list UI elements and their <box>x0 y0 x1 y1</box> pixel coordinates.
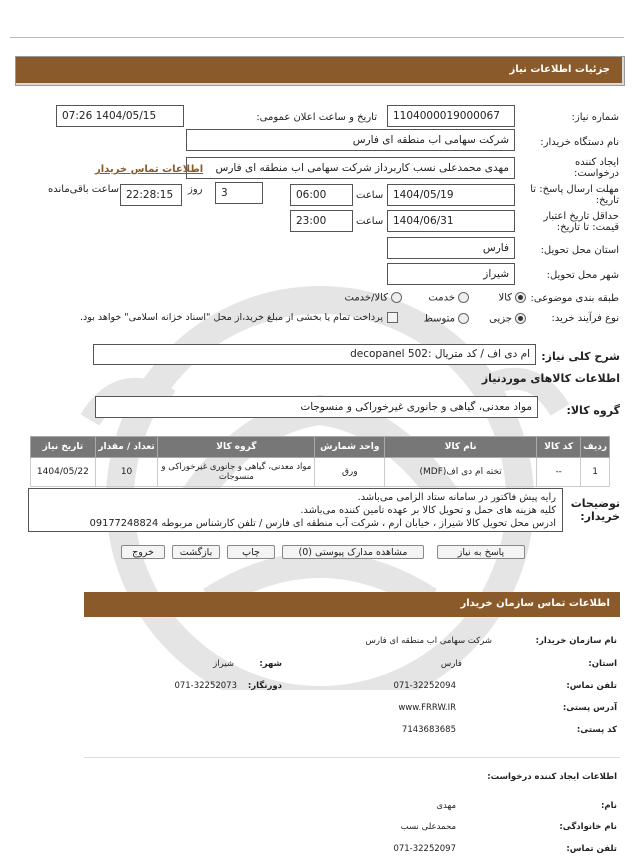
creator-phone-label: تلفن تماس: <box>566 844 617 854</box>
contact-city: شیراز <box>213 659 234 669</box>
radio-goods-icon[interactable] <box>515 292 526 303</box>
category-label: طبقه بندی موضوعی: <box>530 293 619 304</box>
contact-postal-code: 7143683685 <box>401 725 456 735</box>
city-label: شهر محل تحویل: <box>546 270 619 281</box>
radio-service-icon[interactable] <box>458 292 469 303</box>
buyer-org-label: نام دستگاه خریدار: <box>540 137 619 148</box>
page-title: جزئیات اطلاعات نیاز <box>509 64 610 75</box>
need-number-field[interactable]: 1104000019000067 <box>387 105 515 127</box>
col-row: ردیف <box>581 437 610 458</box>
notes-line: ادرس محل تحویل کالا شیراز ، خیابان ارم ، شرکت آب منطقه ای فارس / تلفن کارشناس مربوطه 09177248824 <box>89 518 556 529</box>
creator-field[interactable]: مهدی محمدعلی نسب کاربرداز شرکت سهامی اب منطقه ای فارس <box>186 157 515 179</box>
reply-date-field[interactable]: 1404/05/19 <box>387 184 515 206</box>
attachments-button[interactable]: مشاهده مدارک پیوستی (0) <box>282 545 424 559</box>
contact-fax: 071-32252073 <box>174 681 237 691</box>
validity-time-field[interactable]: 23:00 <box>290 210 353 232</box>
reply-time-field[interactable]: 06:00 <box>290 184 353 206</box>
contact-header <box>84 592 620 617</box>
cell-date: 1404/05/22 <box>31 458 96 487</box>
table-header-row <box>31 437 610 458</box>
contact-fax-label: دورنگار: <box>247 681 282 691</box>
cell-group: مواد معدنی، گیاهی و جانوری غیرخوراکی و منسوجات <box>158 458 315 487</box>
process-label: نوع فرآیند خرید: <box>551 313 619 324</box>
notes-line: کلیه هزینه های حمل و تحویل کالا بر عهده تامین کننده می‌باشد. <box>300 505 556 516</box>
contact-phone: 071-32252094 <box>393 681 456 691</box>
cell-unit: ورق <box>315 458 385 487</box>
days-field[interactable]: 3 <box>215 182 263 204</box>
reply-deadline-label: مهلت ارسال پاسخ: تا تاریخ: <box>530 184 619 206</box>
contact-address-label: آدرس پستی: <box>562 703 617 713</box>
creator-phone: 071-32252097 <box>393 844 456 854</box>
reply-time-label: ساعت <box>356 190 384 201</box>
radio-partial-icon[interactable] <box>515 313 526 324</box>
validity-time-label: ساعت <box>356 216 384 227</box>
contact-city-label: شهر: <box>259 659 282 669</box>
payment-option[interactable]: پرداخت تمام یا بخشی از مبلغ خرید،از محل "اسناد خزانه اسلامی" خواهد بود. <box>80 312 398 323</box>
checkbox-icon[interactable] <box>387 312 398 323</box>
contact-postal-code-label: کد پستی: <box>576 725 617 735</box>
cell-row: 1 <box>581 458 610 487</box>
reply-button[interactable]: پاسخ به نیاز <box>437 545 525 559</box>
contact-province: فارس <box>440 659 462 669</box>
contact-title: اطلاعات تماس سازمان خریدار <box>460 598 610 609</box>
goods-group-label: گروه کالا: <box>566 404 620 417</box>
category-goods-option[interactable]: کالا <box>498 292 526 304</box>
contact-org-label: نام سازمان خریدار: <box>535 636 617 646</box>
need-number-label: شماره نیاز: <box>571 112 619 123</box>
cell-qty: 10 <box>95 458 158 487</box>
table-row[interactable] <box>31 458 610 487</box>
exit-button[interactable]: خروج <box>121 545 165 559</box>
col-date: تاریخ نیاز <box>31 437 96 458</box>
province-label: استان محل تحویل: <box>540 245 619 256</box>
remaining-field[interactable]: 22:28:15 <box>120 184 182 206</box>
summary-field[interactable]: ام دی اف / کد متریال :decopanel 502 <box>93 344 536 365</box>
col-name: نام کالا <box>385 437 537 458</box>
notes-line: رایه پیش فاکتور در سامانه ستاد الزامی می‌باشد. <box>357 492 556 503</box>
creator-name-label: نام: <box>600 801 617 811</box>
contact-province-label: استان: <box>588 659 617 669</box>
city-field[interactable]: شیراز <box>387 263 515 285</box>
radio-medium-icon[interactable] <box>458 313 469 324</box>
announce-field[interactable]: 1404/05/15 07:26 <box>56 105 184 127</box>
col-unit: واحد شمارش <box>315 437 385 458</box>
creator-family: محمدعلی نسب <box>400 822 456 832</box>
goods-group-field[interactable]: مواد معدنی، گیاهی و جانوری غیرخوراکی و منسوجات <box>95 396 538 418</box>
contact-address: www.FRRW.IR <box>398 703 456 713</box>
header-bar <box>16 57 622 83</box>
goods-info-title: اطلاعات کالاهای موردنیاز <box>481 372 620 385</box>
buyer-contact-link[interactable]: اطلاعات تماس خریدار <box>95 164 204 175</box>
back-button[interactable]: بازگشت <box>172 545 220 559</box>
radio-goods-service-icon[interactable] <box>391 292 402 303</box>
validity-label: حداقل تاریخ اعتبار قیمت: تا تاریخ: <box>543 211 619 233</box>
contact-phone-label: تلفن تماس: <box>566 681 617 691</box>
print-button[interactable]: چاپ <box>227 545 275 559</box>
col-group: گروه کالا <box>158 437 315 458</box>
summary-label: شرح کلی نیاز: <box>541 350 620 363</box>
items-table <box>30 436 610 487</box>
creator-family-label: نام خانوادگی: <box>559 822 617 832</box>
validity-date-field[interactable]: 1404/06/31 <box>387 210 515 232</box>
category-service-option[interactable]: خدمت <box>428 292 469 304</box>
col-code: کد کالا <box>537 437 581 458</box>
category-goods-service-option[interactable]: کالا/خدمت <box>345 292 403 304</box>
buyer-org-field[interactable]: شرکت سهامی اب منطقه ای فارس <box>186 129 515 151</box>
cell-name: تخته ام دی اف(MDF) <box>385 458 537 487</box>
creator-name: مهدی <box>436 801 456 811</box>
buyer-notes-field[interactable] <box>28 488 563 532</box>
contact-org: شرکت سهامی اب منطقه ای فارس <box>365 636 492 646</box>
col-qty: تعداد / مقدار <box>95 437 158 458</box>
creator-info-title: اطلاعات ایجاد کننده درخواست: <box>487 772 617 782</box>
contact-divider <box>84 757 620 758</box>
process-partial-option[interactable]: جزیی <box>489 313 526 325</box>
top-divider <box>10 37 624 38</box>
remaining-label: ساعت باقی‌مانده <box>48 184 120 195</box>
province-field[interactable]: فارس <box>387 237 515 259</box>
buyer-notes-label: توضیحات خریدار: <box>570 497 620 523</box>
day-label: روز <box>188 184 203 195</box>
creator-label: ایجاد کننده درخواست: <box>574 157 619 179</box>
announce-label: تاریخ و ساعت اعلان عمومی: <box>256 112 377 123</box>
cell-code: -- <box>537 458 581 487</box>
process-medium-option[interactable]: متوسط <box>424 313 469 325</box>
